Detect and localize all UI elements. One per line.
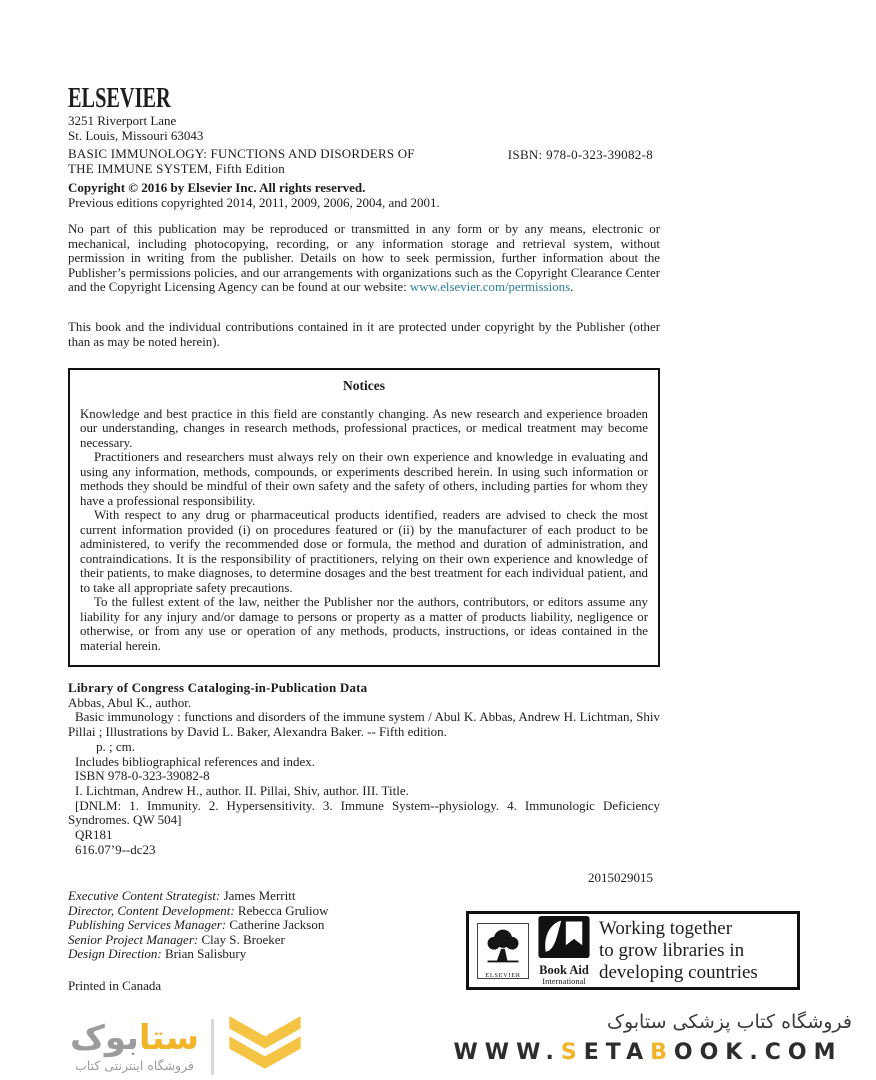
credit-name: Rebecca Gruliow [237, 902, 329, 918]
wordmark-part-yellow: ستا [138, 1018, 199, 1058]
notices-paragraph-2: Practitioners and researchers must always rely on their own experience and knowledge in evaluating and using any information, methods, compounds, or experiments described herein. In using such information or methods they should be mindful of their own safety and the safety of others, including parties for whom they have a professional responsibility. [80, 450, 648, 508]
credit-name: James Merritt [223, 888, 296, 903]
book-aid-logo [538, 916, 590, 986]
credit-label: Design Direction: [68, 946, 162, 962]
bookaid-message-line-1: Working together [599, 917, 733, 939]
setabook-emblem-icon [226, 1013, 304, 1080]
copyright-block [68, 181, 660, 211]
previous-editions-line: Previous editions copyrighted 2014, 2011, 2009, 2006, 2004, and 2001. [68, 194, 440, 210]
notices-paragraph-1: Knowledge and best practice in this field are constantly changing. As new research and experience broaden our understanding, changes in research methods, professional practices, or medical treatment may become necessary. [80, 406, 648, 450]
setabook-wordmark-text [70, 1020, 199, 1056]
credit-label: Executive Content Strategist: [68, 888, 221, 903]
cataloging-author-line: Abbas, Abul K., author. [68, 694, 192, 710]
website-part: ETA [583, 1040, 651, 1065]
elsevier-tree-icon [483, 926, 523, 971]
setabook-footer-text [430, 1011, 866, 1065]
bookaid-message-line-3: developing countries [599, 961, 758, 983]
credit-label: Director, Content Development: [68, 902, 235, 918]
elsevier-wordmark: ELSEVIER [68, 82, 171, 114]
book-title [68, 147, 415, 177]
isbn-number: ISBN: 978-0-323-39082-8 [507, 147, 653, 162]
bookaid-message-line-2: to grow libraries in [599, 939, 745, 961]
bookaid-banner-box [466, 911, 800, 990]
notices-box [68, 368, 660, 667]
lc-control-number: 2015029015 [588, 870, 653, 886]
publisher-address [68, 113, 660, 143]
setabook-logo [70, 1013, 304, 1080]
rights-text-period: . [570, 280, 574, 295]
cataloging-block [68, 681, 660, 886]
cataloging-contributors-line: I. Lichtman, Andrew H., author. II. Pillai, Shiv, author. III. Title. [75, 782, 409, 798]
cataloging-dnlm-line: [DNLM: 1. Immunity. 2. Hypersensitivity. 3. Immune System--physiology. 4. Immunologic Deficiency Syndromes. QW 504] [68, 797, 660, 828]
title-isbn-row [68, 147, 660, 177]
cataloging-dewey-line: 616.07’9--dc23 [75, 841, 156, 857]
bookaid-message [599, 918, 758, 984]
website-letter-s: S [560, 1040, 584, 1065]
setabook-wordmark [70, 1020, 199, 1073]
website-part: OOK.COM [673, 1040, 843, 1065]
notices-paragraph-3: With respect to any drug or pharmaceutical products identified, readers are advised to check the most current information provided (i) on procedures featured or (ii) by the manufacturer of each product to be administered, to verify the recommended dose or formula, the method and duration of administration, and contraindications. It is the responsibility of practitioners, relying on their own experience and knowledge of their patients, to make diagnoses, to determine dosages and the best treatment for each individual patient, and to take all appropriate safety precautions. [80, 508, 648, 595]
cataloging-isbn-line: ISBN 978-0-323-39082-8 [75, 768, 210, 784]
book-title-line-1: BASIC IMMUNOLOGY: FUNCTIONS AND DISORDERS OF [68, 146, 415, 161]
notices-paragraph-4: To the fullest extent of the law, neither the Publisher nor the authors, contributors, or editors assume any liability for any injury and/or damage to persons or property as a matter of products liability, negligence or otherwise, or from any use or operation of any methods, products, instructions, or ideas contained in the material herein. [80, 595, 648, 653]
setabook-tagline: فروشگاه کتاب پزشکی ستابوک [606, 1011, 852, 1033]
setabook-website [430, 1040, 866, 1065]
cataloging-heading: Library of Congress Cataloging-in-Publication Data [68, 680, 368, 695]
wordmark-part-gray: بوک [70, 1018, 139, 1058]
credit-label: Senior Project Manager: [68, 931, 199, 947]
credit-name: Catherine Jackson [229, 917, 325, 933]
credit-name: Brian Salisbury [165, 946, 247, 962]
elsevier-logo-caption: ELSEVIER [485, 971, 521, 979]
cataloging-title-line: Basic immunology : functions and disorders of the immune system / Abul K. Abbas, Andrew H. Lichtman, Shiv Pillai ; Illustrations by David L. Baker, Alexandra Baker. -- Fifth edition. [68, 709, 660, 740]
book-aid-icon [538, 916, 590, 962]
website-letter-b: B [650, 1040, 674, 1065]
printed-in-line: Printed in Canada [68, 978, 162, 993]
elsevier-tree-logo [477, 923, 529, 979]
rights-text: No part of this publication may be reproduced or transmitted in any form or by any means, electronic or mechanical, including photocopying, recording, or any information storage and retrieval system, without permission in writing from the publisher. Details on how to seek permission, further information about the Publisher’s permissions policies, and our arrangements with organizations such as the Copyright Clearance Center and the Copyright Licensing Agency can be found at our website: [68, 222, 660, 295]
setabook-subtitle: فروشگاه اینترنتی کتاب [75, 1058, 194, 1073]
logo-divider [211, 1019, 214, 1075]
copyright-line: Copyright © 2016 by Elsevier Inc. All rights reserved. [68, 180, 366, 195]
cataloging-qr-line: QR181 [75, 827, 113, 843]
book-title-line-2: THE IMMUNE SYSTEM, Fifth Edition [68, 160, 285, 176]
credit-label: Publishing Services Manager: [68, 917, 227, 933]
permissions-link[interactable]: www.elsevier.com/permissions [409, 280, 571, 295]
address-line-2: St. Louis, Missouri 63043 [68, 128, 204, 143]
credit-line [68, 889, 660, 904]
credit-name: Clay S. Broeker [201, 931, 285, 947]
rights-paragraph [68, 222, 660, 295]
cataloging-pcm-line: p. ; cm. [96, 738, 135, 754]
protection-paragraph: This book and the individual contributions contained in it are protected under copyright by the Publisher (other than as may be noted herein). [68, 320, 660, 349]
cataloging-includes-line: Includes bibliographical references and index. [75, 753, 316, 769]
notices-title: Notices [343, 378, 385, 393]
book-aid-subname: International [542, 976, 586, 986]
address-line-1: 3251 Riverport Lane [68, 113, 177, 128]
book-aid-name: Book Aid [539, 962, 589, 977]
website-part: WWW. [453, 1040, 561, 1065]
